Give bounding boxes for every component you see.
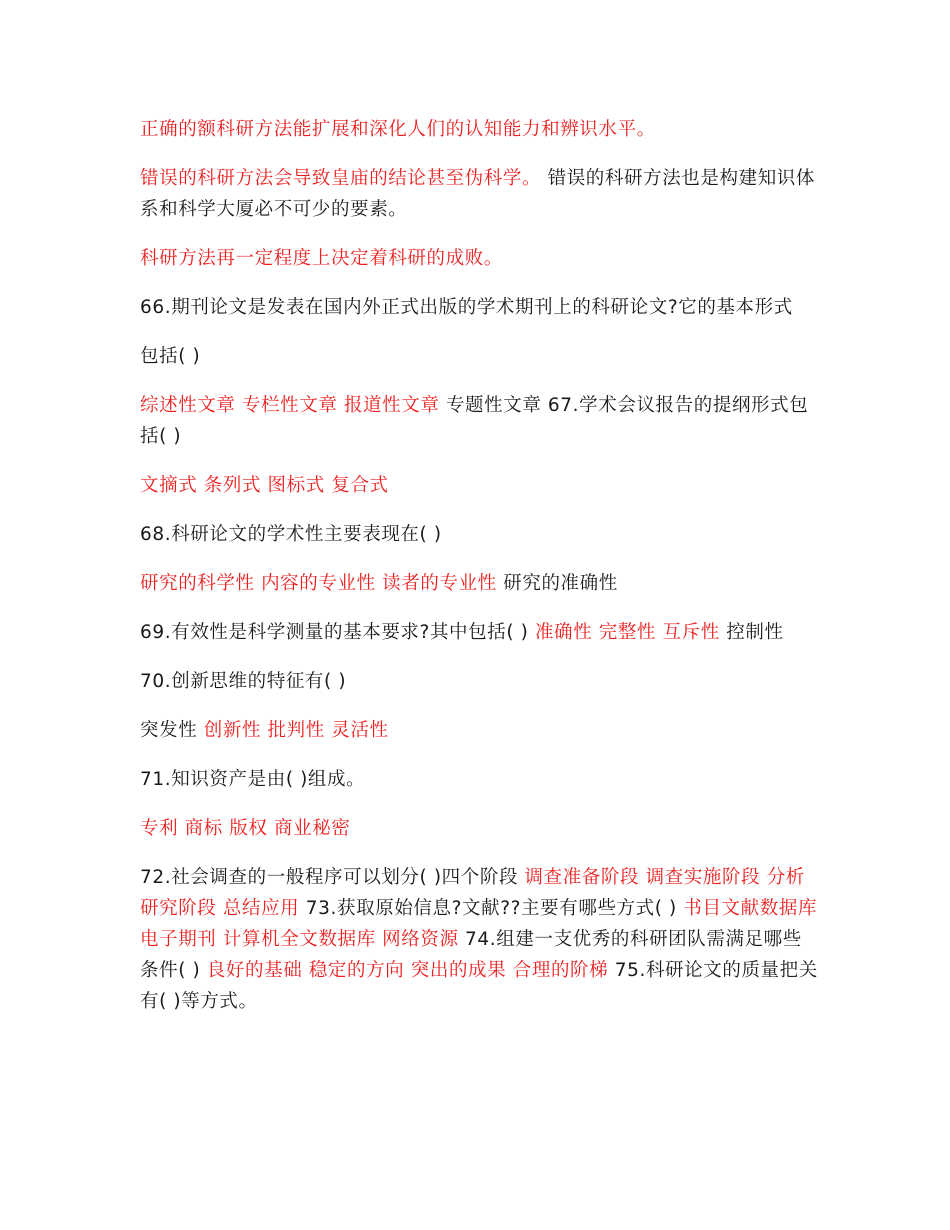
- question-text: 专题性文章 67.学术会议报告的提纲形式包括( ): [140, 395, 809, 447]
- question-text: 70.创新思维的特征有( ): [140, 671, 347, 692]
- answer-text: 专利 商标 版权 商业秘密: [140, 818, 351, 839]
- answer-text: 调查准备阶段 调查实施阶段 分析研究阶段 总结应用: [140, 867, 805, 919]
- document-page: [140, 114, 820, 1035]
- answer-text: 书目文献数据库 电子期刊 计算机全文数据库 网络资源: [140, 898, 818, 950]
- option-text: 研究的准确性: [496, 573, 618, 594]
- answer-text: 正确的额科研方法能扩展和深化人们的认知能力和辨识水平。: [140, 119, 656, 140]
- option-text: 突发性: [140, 720, 204, 741]
- answer-text: 文摘式 条列式 图标式 复合式: [140, 475, 389, 496]
- question-text: 74.组建一支优秀的科研团队需满足哪些条件( ): [140, 929, 802, 981]
- question-68: [140, 519, 820, 550]
- question-66-cont: [140, 341, 820, 372]
- option-text: 控制性: [719, 622, 784, 643]
- question-text: 75.科研论文的质量把关有( )等方式。: [140, 960, 818, 1012]
- answers-67: [140, 470, 820, 501]
- answers-71: [140, 813, 820, 844]
- answer-text: 创新性 批判性 灵活性: [203, 720, 389, 741]
- paragraph-2: [140, 163, 820, 225]
- answers-66-question-67: [140, 390, 820, 452]
- question-69: [140, 617, 820, 648]
- question-text: 69.有效性是科学测量的基本要求?其中包括( ): [140, 622, 535, 643]
- answers-70: [140, 715, 820, 746]
- questions-72-75: [140, 862, 820, 1017]
- paragraph-1: [140, 114, 820, 145]
- question-70: [140, 666, 820, 697]
- answer-text: 良好的基础 稳定的方向 突出的成果 合理的阶梯: [206, 960, 609, 981]
- body-text: 错误的科研方法也是构建知识体系和科学大厦必不可少的要素。: [140, 168, 815, 220]
- answer-text: 科研方法再一定程度上决定着科研的成败。: [140, 248, 503, 269]
- answer-text: 错误的科研方法会导致皇庙的结论甚至伪科学。: [140, 168, 542, 189]
- paragraph-3: [140, 243, 820, 274]
- question-66: [140, 292, 820, 323]
- question-text: 73.获取原始信息?文献??主要有哪些方式( ): [299, 898, 684, 919]
- question-text: 71.知识资产是由( )组成。: [140, 769, 366, 790]
- question-text: 72.社会调查的一般程序可以划分( )四个阶段: [140, 867, 525, 888]
- answers-68: [140, 568, 820, 599]
- question-text: 68.科研论文的学术性主要表现在( ): [140, 524, 442, 545]
- question-text: 包括( ): [140, 346, 201, 367]
- question-71: [140, 764, 820, 795]
- answer-text: 综述性文章 专栏性文章 报道性文章: [140, 395, 440, 416]
- question-text: 66.期刊论文是发表在国内外正式出版的学术期刊上的科研论文?它的基本形式: [140, 297, 793, 318]
- answer-text: 研究的科学性 内容的专业性 读者的专业性: [140, 573, 497, 594]
- answer-text: 准确性 完整性 互斥性: [534, 622, 720, 643]
